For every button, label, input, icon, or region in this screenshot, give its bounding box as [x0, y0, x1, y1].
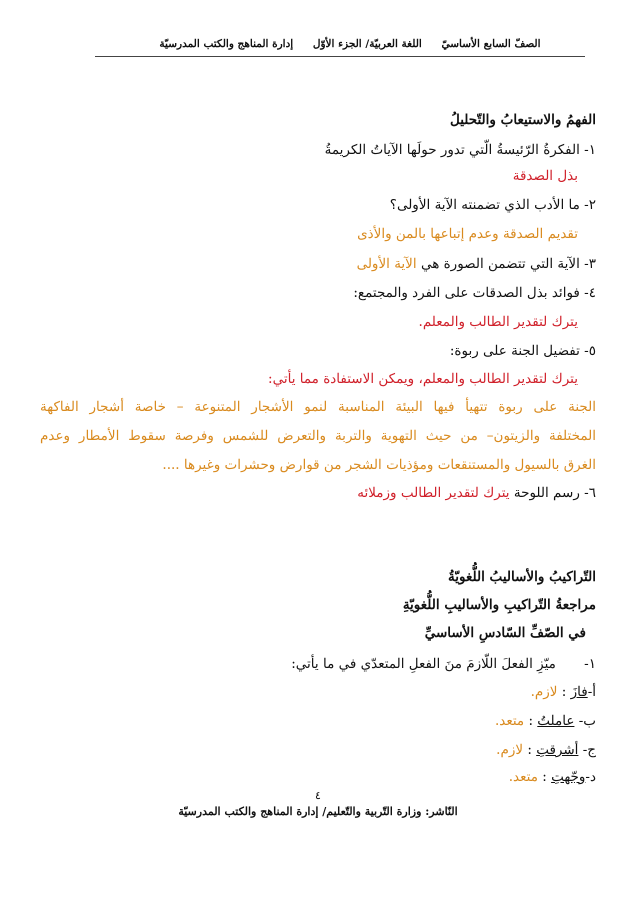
- item-label: أ-: [587, 684, 596, 700]
- section1-title: الفهمُ والاستيعابُ والتّحليلُ: [449, 112, 596, 128]
- item-answer: لازم.: [496, 742, 524, 758]
- question-number: ٢-: [584, 197, 596, 213]
- item-verb: أشرقتِ: [536, 742, 579, 758]
- exercise-item: ج- أشرقتِ : لازم.: [496, 742, 596, 758]
- exercise-item: أ-فازَ : لازم.: [530, 684, 596, 700]
- question-text: فوائد بذل الصدقات على الفرد والمجتمع:: [353, 285, 580, 301]
- page-footer: النّاشر: وزارة التّربية والتّعليم/ إدارة المناهج والكتب المدرسيّة: [178, 805, 458, 818]
- item-verb: فازَ: [570, 684, 588, 700]
- header-divider: [95, 56, 585, 57]
- item-answer: متعد.: [508, 769, 538, 785]
- question-text: الآية التي تتضمن الصورة هي: [420, 256, 580, 272]
- exercise-item: ب- عاملتُ : متعد.: [494, 713, 596, 729]
- header-subject: اللغة العربيّة/ الجزء الأوّل: [312, 38, 422, 50]
- section2-subtitle: مراجعةُ التّراكيبِ والأساليبِ اللُّغويّةِ: [402, 597, 596, 613]
- answer-5-intro: يترك لتقدير الطالب والمعلم، ويمكن الاستفادة مما يأتي:: [268, 371, 578, 387]
- question-text: ما الأدب الذي تضمنته الآية الأولى؟: [389, 197, 580, 213]
- question-text: تفضيل الجنة على ربوة:: [449, 343, 580, 359]
- question-number: ٣-: [584, 256, 596, 272]
- page-number: ٤: [315, 789, 321, 802]
- answer-5-line: الجنة على ربوة تتهيأ فيها البيئة المناسبة لنمو الأشجار المتنوعة – خاصة أشجار الفاكهة: [40, 399, 596, 415]
- answer-3: الآية الأولى: [356, 256, 417, 272]
- question-4: [353, 284, 596, 302]
- item-label: د-: [585, 769, 596, 785]
- exercise-item: د-وجّهتِ : متعد.: [508, 769, 596, 785]
- answer-2: تقديم الصدقة وعدم إتباعها بالمن والأذى: [357, 226, 578, 242]
- question-5: [450, 342, 596, 360]
- answer-6: يترك لتقدير الطالب وزملائه: [357, 485, 510, 501]
- question-text: رسم اللوحة: [513, 485, 580, 501]
- page-header: [120, 38, 580, 50]
- question-number: ١-: [584, 656, 596, 672]
- item-verb: وجّهتِ: [551, 769, 586, 785]
- question-2: [390, 196, 596, 214]
- item-label: ج-: [582, 742, 596, 758]
- answer-5-line: الغرق بالسيول والمستنقعات ومؤذيات الشجر من قوارض وحشرات وغيرها ....: [162, 457, 596, 473]
- header-grade: الصفّ السابع الأساسيّ: [441, 38, 541, 50]
- question-6: [357, 484, 596, 502]
- item-answer: لازم.: [530, 684, 558, 700]
- section2-title: التّراكيبُ والأساليبُ اللُّغويّةُ: [448, 569, 596, 585]
- question-number: ١-: [584, 142, 596, 158]
- question-number: ٤-: [584, 285, 596, 301]
- item-label: ب-: [578, 713, 596, 729]
- question-3: [357, 255, 596, 273]
- answer-4: يترك لتقدير الطالب والمعلم.: [418, 314, 578, 330]
- answer-5-line: المختلفة والزيتون– من حيث التهوية والتربة والتعرض للشمس وفرصة سقوط الأمطار وعدم: [40, 428, 596, 444]
- question-text: ميّزِ الفعلَ اللّازمَ منَ الفعلِ المتعدّي في ما يأتي:: [291, 656, 556, 672]
- question-number: ٦-: [584, 485, 596, 501]
- question-number: ٥-: [584, 343, 596, 359]
- exercise-1: [291, 655, 596, 673]
- item-verb: عاملتُ: [537, 713, 575, 729]
- answer-1: بذل الصدقة: [512, 168, 578, 184]
- question-1: [325, 141, 596, 159]
- item-answer: متعد.: [494, 713, 525, 729]
- question-text: الفكرةُ الرّئيسةُ الّتي تدور حولَها الآياتُ الكريمةُ: [324, 142, 580, 158]
- header-publisher: إدارة المناهج والكتب المدرسيّة: [159, 38, 294, 50]
- section2-grade: في الصّفِّ السّادسِ الأساسيِّ: [424, 625, 586, 641]
